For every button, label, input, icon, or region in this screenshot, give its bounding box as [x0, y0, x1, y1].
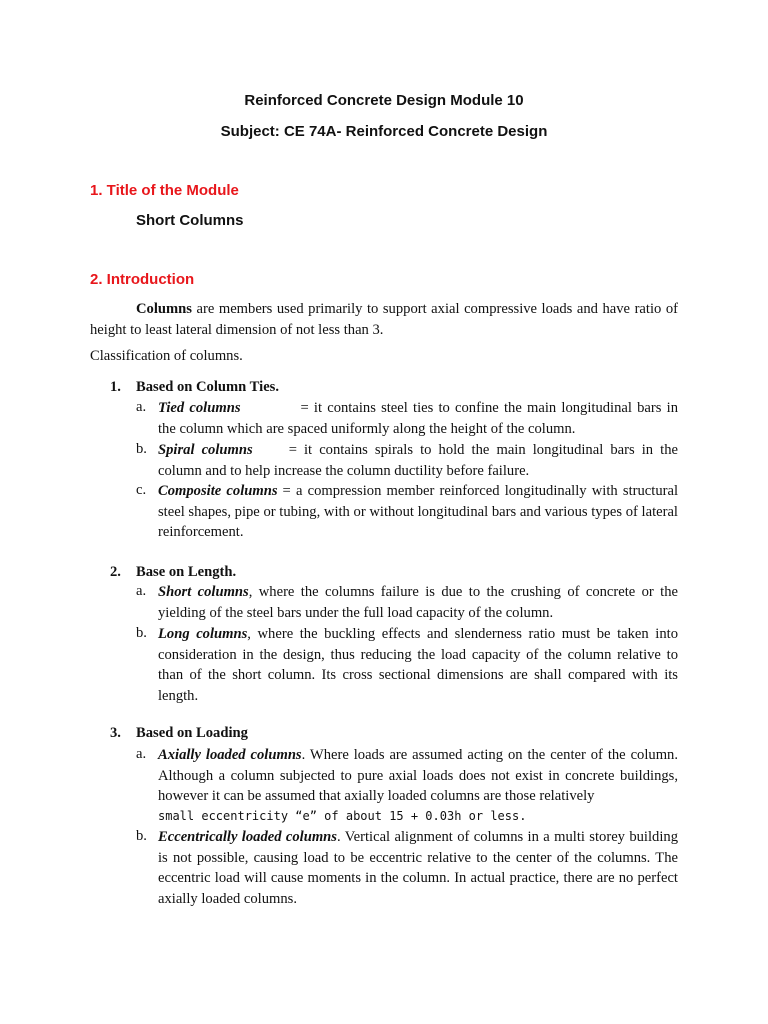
group1-item-b-letter: b. — [136, 441, 147, 457]
group2-number: 2. — [110, 564, 121, 580]
group1-item-a-term: Tied columns — [158, 400, 241, 416]
group2-item-b-letter: b. — [136, 625, 147, 641]
group3-label: Based on Loading — [136, 725, 248, 741]
group3-item-b-text: . Vertical alignment of columns in a multi storey building is not possible, causing load to be eccentric relative to the center of the columns. The eccentric load will cause moments in the column. In actual practice, there are no perfect axially loaded columns. — [158, 829, 678, 907]
group3-item-b-letter: b. — [136, 828, 147, 844]
group1-item-a — [158, 398, 678, 439]
group1-item-b-term: Spiral columns — [158, 442, 253, 458]
group2-item-b-term: Long columns — [158, 626, 248, 642]
group2-item-a-term: Short columns — [158, 584, 249, 600]
group1-item-c-letter: c. — [136, 482, 147, 498]
module-title: Short Columns — [136, 212, 244, 229]
group1-label: Based on Column Ties. — [136, 379, 280, 395]
intro-paragraph — [90, 299, 678, 341]
group2-item-a-text: , where the columns failure is due to the crushing of concrete or the yielding of the steel bars under the full load capacity of the column. — [158, 584, 678, 621]
intro-text: are members used primarily to support axial compressive loads and have ratio of height to least lateral dimension of not less than 3. — [90, 301, 678, 338]
group3-item-a-eccentricity-note: small eccentricity “e” of about 15 + 0.03h or less. — [158, 809, 527, 823]
group3-item-b — [158, 827, 678, 909]
group3-item-a-text: . Where loads are assumed acting on the center of the column. Although a column subjected to pure axial loads does not exist in concrete buildings, however it can be assumed that axially loaded columns are those relatively — [158, 747, 679, 805]
group2-item-a-letter: a. — [136, 583, 147, 599]
group3-item-b-term: Eccentrically loaded columns — [158, 829, 337, 845]
group1-item-c-text: = a compression member reinforced longitudinally with structural steel shapes, pipe or tubing, with or without longitudinal bars and various types of lateral reinforcement. — [158, 483, 679, 541]
group1-number: 1. — [110, 379, 121, 395]
group2-item-b — [158, 624, 678, 706]
group2-label: Base on Length. — [136, 564, 237, 580]
group1-item-c — [158, 481, 678, 543]
group1-item-c-term: Composite columns — [158, 483, 278, 499]
section-heading-title: 1. Title of the Module — [90, 182, 239, 199]
group2-item-a — [158, 582, 678, 623]
group3-number: 3. — [110, 725, 121, 741]
intro-term: Columns — [136, 301, 192, 317]
group1-item-b — [158, 440, 678, 481]
section-heading-introduction: 2. Introduction — [90, 271, 195, 288]
header-subject-line: Subject: CE 74A- Reinforced Concrete Design — [220, 123, 548, 140]
group1-item-b-text: = it contains spirals to hold the main longitudinal bars in the column and to help increase the column ductility before failure. — [158, 442, 678, 479]
group3-item-a-letter: a. — [136, 746, 147, 762]
group1-item-a-text: = it contains steel ties to confine the main longitudinal bars in the column which are spaced uniformly along the height of the column. — [158, 400, 678, 437]
classification-label: Classification of columns. — [90, 348, 243, 364]
group3-item-a-term: Axially loaded columns — [158, 747, 302, 763]
group2-item-b-text: , where the buckling effects and slenderness ratio must be taken into consideration in the design, thus reducing the load capacity of the column relative to than of the short column. Its cross sectional dimensions are shall compared with its length. — [158, 626, 678, 704]
group1-item-a-letter: a. — [136, 399, 147, 415]
header-module-line: Reinforced Concrete Design Module 10 — [244, 92, 524, 109]
group3-item-a — [158, 745, 678, 807]
